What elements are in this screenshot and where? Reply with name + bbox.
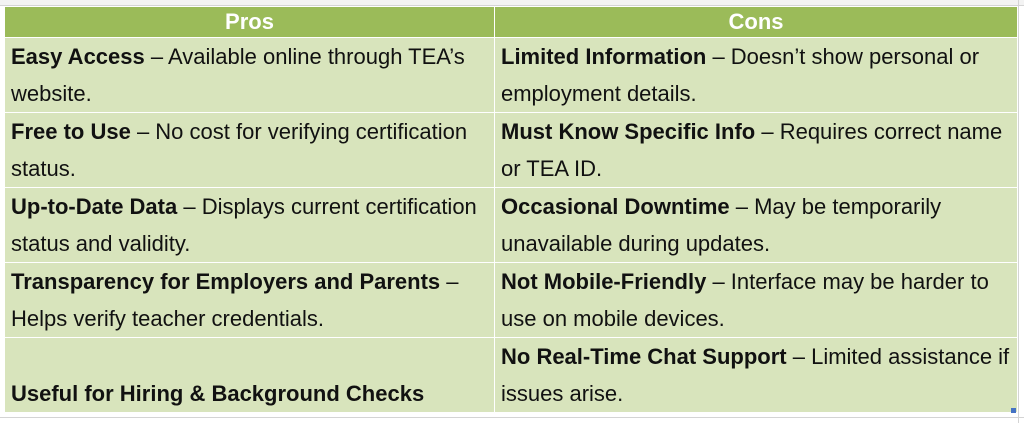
cons-header[interactable]: Cons bbox=[495, 7, 1018, 38]
con-text: – Limited assistance if issues arise. bbox=[501, 344, 1010, 406]
pro-cell[interactable] bbox=[5, 338, 495, 413]
con-text: – May be temporarily unavailable during updates. bbox=[501, 194, 942, 256]
con-title: Must Know Specific Info bbox=[501, 119, 756, 144]
gridline-right bbox=[1018, 0, 1019, 423]
pro-cell[interactable] bbox=[5, 188, 495, 263]
pro-title: Free to Use bbox=[11, 119, 131, 144]
table-row bbox=[5, 38, 1018, 113]
pro-text: – No cost for verifying certification status. bbox=[11, 119, 468, 181]
con-text: – Interface may be harder to use on mobile devices. bbox=[501, 269, 989, 331]
con-cell[interactable] bbox=[495, 338, 1018, 413]
con-cell[interactable] bbox=[495, 113, 1018, 188]
pro-title: Useful for Hiring & Background Checks bbox=[11, 381, 425, 406]
con-cell[interactable] bbox=[495, 38, 1018, 113]
pro-title: Easy Access bbox=[11, 44, 145, 69]
pro-title: Up-to-Date Data bbox=[11, 194, 178, 219]
table-row bbox=[5, 113, 1018, 188]
con-title: No Real-Time Chat Support bbox=[501, 344, 787, 369]
pro-cell[interactable] bbox=[5, 38, 495, 113]
con-text: – Doesn’t show personal or employment details. bbox=[501, 44, 980, 106]
con-title: Occasional Downtime bbox=[501, 194, 730, 219]
pro-title: Transparency for Employers and Parents bbox=[11, 269, 441, 294]
pros-header[interactable]: Pros bbox=[5, 7, 495, 38]
con-text: – Requires correct name or TEA ID. bbox=[501, 119, 1003, 181]
con-title: Not Mobile-Friendly bbox=[501, 269, 707, 294]
table-row bbox=[5, 338, 1018, 413]
header-row bbox=[5, 7, 1018, 38]
con-cell[interactable] bbox=[495, 263, 1018, 338]
pros-cons-table bbox=[4, 6, 1018, 413]
gridline-bottom bbox=[0, 417, 1024, 418]
con-title: Limited Information bbox=[501, 44, 707, 69]
con-cell[interactable] bbox=[495, 188, 1018, 263]
table-row bbox=[5, 188, 1018, 263]
pro-cell[interactable] bbox=[5, 263, 495, 338]
pro-text: – Helps verify teacher credentials. bbox=[11, 269, 459, 331]
table-row bbox=[5, 263, 1018, 338]
table-resize-handle[interactable] bbox=[1011, 408, 1016, 413]
pro-cell[interactable] bbox=[5, 113, 495, 188]
pro-text: – Displays current certification status and validity. bbox=[11, 194, 477, 256]
pro-text: – Available online through TEA’s website. bbox=[11, 44, 465, 106]
